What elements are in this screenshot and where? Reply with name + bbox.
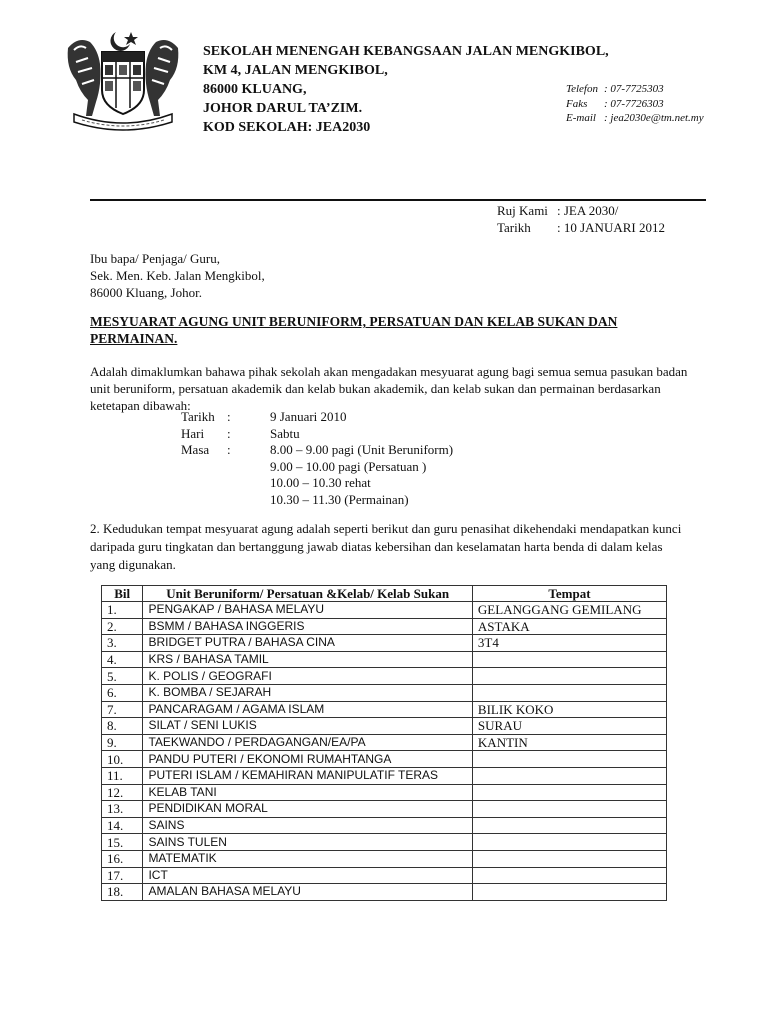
intro-paragraph: Adalah dimaklumkan bahawa pihak sekolah akan mengadakan mesyuarat agung bagi semua semua pasukan badan unit beruniform, persatuan akademik dan kelab bukan akademik, dan kelab sukan dan permainan berdasarkan ketetapan dibawah: (90, 364, 688, 413)
letter-subject-heading: MESYUARAT AGUNG UNIT BERUNIFORM, PERSATUAN DAN KELAB SUKAN DAN PERMAINAN. (90, 314, 618, 346)
table-cell-bil: 18. (102, 884, 143, 901)
venue-paragraph: 2. Kedudukan tempat mesyuarat agung adalah seperti berikut dan guru penasihat dikehendaki mendapatkan kunci daripada guru tingkatan dan bertanggung jawab diatas kebersihan dan keselamatan harta benda di dalam kelas yang digunakan. (90, 521, 682, 572)
table-cell-bil: 6. (102, 684, 143, 701)
table-cell-bil: 4. (102, 651, 143, 668)
reference-number: Ruj Kami : JEA 2030/ (497, 203, 619, 218)
table-cell-unit: SAINS (143, 817, 472, 834)
contact-fax: Faks : 07-7726303 (566, 97, 664, 110)
table-cell-unit: AMALAN BAHASA MELAYU (143, 884, 472, 901)
school-address-block (203, 42, 609, 137)
table-cell-tempat (472, 784, 666, 801)
table-cell-unit: BSMM / BAHASA INGGERIS (143, 618, 472, 635)
table-cell-unit: TAEKWANDO / PERDAGANGAN/EA/PA (143, 734, 472, 751)
table-row (102, 718, 667, 735)
table-cell-bil: 17. (102, 867, 143, 884)
table-cell-unit: SILAT / SENI LUKIS (143, 718, 472, 735)
table-row (102, 884, 667, 901)
table-row (102, 834, 667, 851)
table-cell-unit: PUTERI ISLAM / KEMAHIRAN MANIPULATIF TERAS (143, 767, 472, 784)
table-cell-bil: 5. (102, 668, 143, 685)
header-tempat: Tempat (472, 586, 666, 602)
table-body (102, 602, 667, 901)
table-row (102, 618, 667, 635)
recipient-line: Ibu bapa/ Penjaga/ Guru, (90, 251, 220, 266)
table-row (102, 602, 667, 619)
schedule-row: Masa : 8.00 – 9.00 pagi (Unit Beruniform) (181, 442, 454, 457)
table-header-row (102, 586, 667, 602)
table-row (102, 867, 667, 884)
malaysia-coat-of-arms-icon (58, 28, 188, 132)
table-cell-bil: 2. (102, 618, 143, 635)
table-cell-bil: 13. (102, 801, 143, 818)
table-row (102, 850, 667, 867)
table-cell-bil: 9. (102, 734, 143, 751)
school-address-line: KM 4, JALAN MENGKIBOL, (203, 63, 388, 78)
table-cell-tempat (472, 651, 666, 668)
table-cell-tempat: 3T4 (472, 635, 666, 652)
reference-date: Tarikh : 10 JANUARI 2012 (497, 220, 665, 235)
table-cell-tempat (472, 834, 666, 851)
table-cell-bil: 7. (102, 701, 143, 718)
table-cell-unit: PANDU PUTERI / EKONOMI RUMAHTANGA (143, 751, 472, 768)
table-cell-unit: KELAB TANI (143, 784, 472, 801)
meeting-schedule (181, 409, 500, 508)
table-cell-tempat (472, 801, 666, 818)
table-cell-bil: 16. (102, 850, 143, 867)
table-cell-tempat (472, 751, 666, 768)
table-cell-unit: ICT (143, 867, 472, 884)
table-cell-tempat: GELANGGANG GEMILANG (472, 602, 666, 619)
table-row (102, 784, 667, 801)
table-cell-tempat (472, 817, 666, 834)
table-cell-unit: MATEMATIK (143, 850, 472, 867)
schedule-row: Tarikh : 9 Januari 2010 (181, 409, 347, 424)
table-cell-bil: 8. (102, 718, 143, 735)
schedule-row: Hari : Sabtu (181, 425, 300, 441)
table-row (102, 767, 667, 784)
table-row (102, 701, 667, 718)
table-cell-bil: 3. (102, 635, 143, 652)
table-row (102, 635, 667, 652)
table-cell-tempat (472, 767, 666, 784)
table-cell-tempat: ASTAKA (472, 618, 666, 635)
table-cell-unit: K. BOMBA / SEJARAH (143, 684, 472, 701)
table-row (102, 734, 667, 751)
table-cell-unit: SAINS TULEN (143, 834, 472, 851)
table-cell-tempat: BILIK KOKO (472, 701, 666, 718)
schedule-row: 10.00 – 10.30 rehat (270, 475, 371, 490)
recipient-line: Sek. Men. Keb. Jalan Mengkibol, (90, 268, 265, 283)
table-cell-unit: KRS / BAHASA TAMIL (143, 651, 472, 668)
table-cell-bil: 14. (102, 817, 143, 834)
table-cell-bil: 10. (102, 751, 143, 768)
table-cell-tempat (472, 867, 666, 884)
table-cell-unit: PANCARAGAM / AGAMA ISLAM (143, 701, 472, 718)
school-address-line: JOHOR DARUL TA’ZIM. (203, 101, 363, 116)
table-cell-tempat: SURAU (472, 718, 666, 735)
table-row (102, 751, 667, 768)
table-cell-bil: 1. (102, 602, 143, 619)
table-cell-unit: PENDIDIKAN MORAL (143, 801, 472, 818)
table-cell-tempat: KANTIN (472, 734, 666, 751)
table-row (102, 651, 667, 668)
school-code: KOD SEKOLAH: JEA2030 (203, 120, 371, 135)
venue-table (101, 585, 667, 901)
reference-block (497, 202, 665, 236)
table-row (102, 668, 667, 685)
contact-phone: Telefon : 07-7725303 (566, 83, 664, 95)
school-name: SEKOLAH MENENGAH KEBANGSAAN JALAN MENGKIBOL, (203, 44, 609, 59)
school-address-line: 86000 KLUANG, (203, 82, 307, 97)
recipient-address (90, 250, 265, 301)
table-cell-bil: 12. (102, 784, 143, 801)
table-cell-tempat (472, 850, 666, 867)
table-row (102, 817, 667, 834)
table-cell-unit: PENGAKAP / BAHASA MELAYU (143, 602, 472, 619)
schedule-row: 10.30 – 11.30 (Permainan) (270, 491, 409, 507)
table-row (102, 684, 667, 701)
table-row (102, 801, 667, 818)
table-cell-tempat (472, 884, 666, 901)
table-cell-bil: 11. (102, 767, 143, 784)
table-cell-unit: K. POLIS / GEOGRAFI (143, 668, 472, 685)
contact-email: E-mail : jea2030e@tm.net.my (566, 112, 704, 124)
header-unit: Unit Beruniform/ Persatuan &Kelab/ Kelab Sukan (143, 586, 472, 602)
header-divider (90, 199, 706, 201)
contact-block (566, 82, 704, 126)
schedule-row: 9.00 – 10.00 pagi (Persatuan ) (270, 458, 427, 474)
table-cell-unit: BRIDGET PUTRA / BAHASA CINA (143, 635, 472, 652)
table-cell-tempat (472, 668, 666, 685)
table-cell-tempat (472, 684, 666, 701)
table-cell-bil: 15. (102, 834, 143, 851)
header-bil: Bil (102, 586, 143, 602)
recipient-line: 86000 Kluang, Johor. (90, 285, 202, 300)
